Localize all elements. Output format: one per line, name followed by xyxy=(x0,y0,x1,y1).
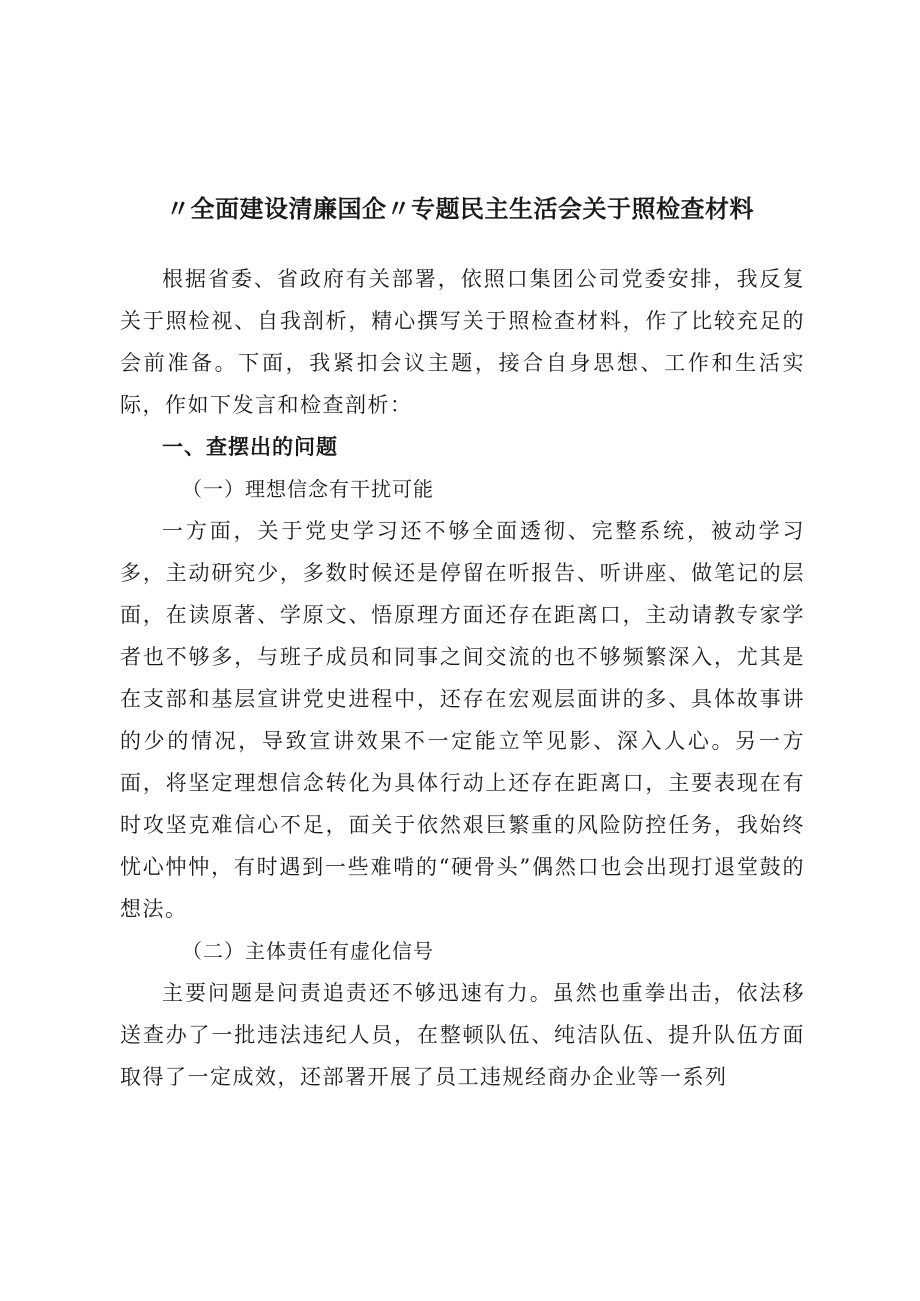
subsection-heading-responsibility: （二）主体责任有虚化信号 xyxy=(182,939,434,963)
subsection-heading-ideals: （一）理想信念有干扰可能 xyxy=(182,477,434,501)
document-title: 〃全面建设清廉国企〃专题民主生活会关于照检查材料 xyxy=(166,195,754,223)
intro-paragraph: 根据省委、省政府有关部署，依照口集团公司党委安排，我反复关于照检视、自我剖析，精心撰写关于照检查材料，作了比较充足的会前准备。下面，我紧扣会议主题，接合自身思想、工作和生活实际，作如下发言和检查剖析： xyxy=(120,267,805,417)
subsection-paragraph-responsibility: 主要问题是问责追责还不够迅速有力。虽然也重拳出击，依法移送查办了一批违法违纪人员，在整顿队伍、纯洁队伍、提升队伍方面取得了一定成效，还部署开展了员工违规经商办企业等一系列 xyxy=(120,981,805,1089)
subsection-paragraph-ideals: 一方面，关于党史学习还不够全面透彻、完整系统，被动学习多，主动研究少，多数时候还是停留在听报告、听讲座、做笔记的层面，在读原著、学原文、悟原理方面还存在距离口，主动请教专家学者也不够多，与班子成员和同事之间交流的也不够频繁深入，尤其是在支部和基层宣讲党史进程中，还存在宏观层面讲的多、具体故事讲的少的情况，导致宣讲效果不一定能立竿见影、深入人心。另一方面，将坚定理想信念转化为具体行动上还存在距离口，主要表现在有时攻坚克难信心不足，面关于依然艰巨繁重的风险防控任务，我始终忧心忡忡，有时遇到一些难啃的“硬骨头”偶然口也会出现打退堂鼓的想法。 xyxy=(120,519,805,921)
document-body xyxy=(120,258,805,1098)
section-heading-problems: 一、查摆出的问题 xyxy=(162,435,338,459)
